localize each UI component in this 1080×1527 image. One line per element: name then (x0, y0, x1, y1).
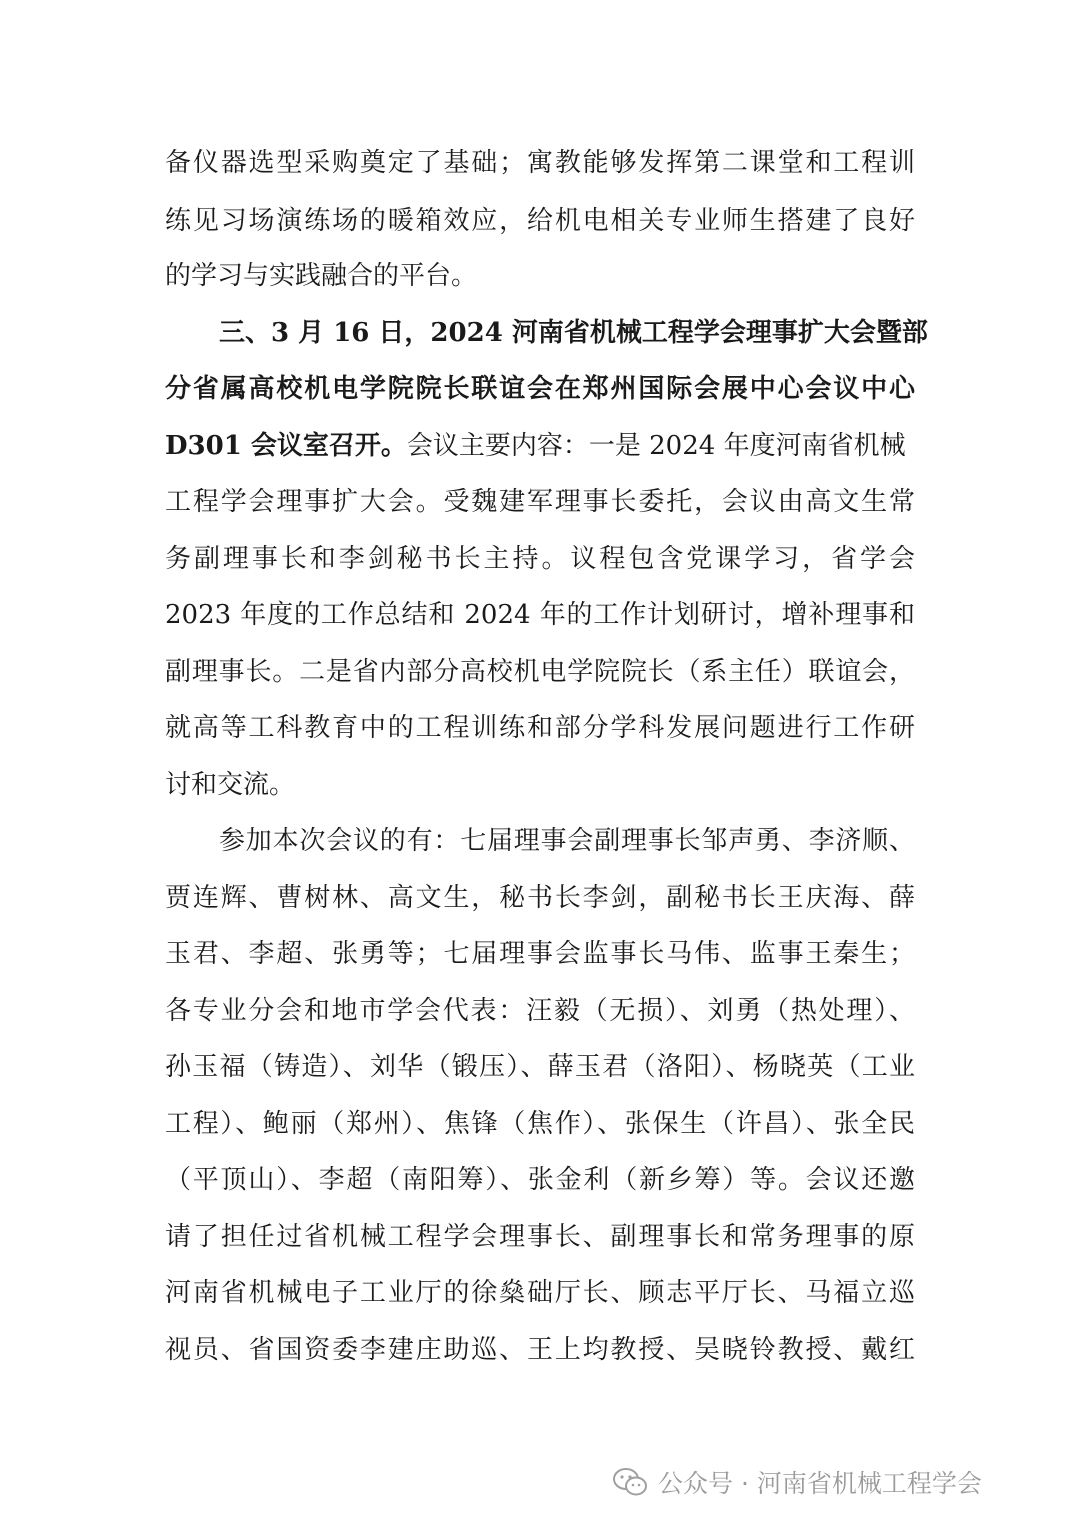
watermark-text: 公众号 · 河南省机械工程学会 (658, 1469, 982, 1498)
section-heading-line: 三、3 月 16 日，2024 河南省机械工程学会理事扩大会暨部 (219, 318, 928, 348)
text-line: 副理事长。二是省内部分高校机电学院院长（系主任）联谊会， (165, 657, 915, 687)
text-line: （平顶山）、李超（南阳筹）、张金利（新乡筹）等。会议还邀 (165, 1165, 915, 1195)
text-line: 的学习与实践融合的平台。 (165, 261, 478, 291)
text-line: 工程）、鲍丽（郑州）、焦锋（焦作）、张保生（许昌）、张全民 (165, 1109, 915, 1139)
text-line: 孙玉福（铸造）、刘华（锻压）、薛玉君（洛阳）、杨晓英（工业 (165, 1052, 915, 1082)
text-line: 工程学会理事扩大会。受魏建军理事长委托，会议由高文生常 (165, 487, 915, 517)
text-line: 请了担任过省机械工程学会理事长、副理事长和常务理事的原 (165, 1222, 915, 1252)
text-line: 备仪器选型采购奠定了基础；寓教能够发挥第二课堂和工程训 (165, 148, 915, 178)
wechat-icon (612, 1466, 648, 1498)
text-line: 河南省机械电子工业厅的徐燊础厅长、顾志平厅长、马福立巡 (165, 1278, 915, 1308)
text-line: 务副理事长和李剑秘书长主持。议程包含党课学习，省学会 (165, 544, 915, 574)
section-heading-tail: D301 会议室召开。 (165, 431, 407, 461)
watermark (612, 1462, 982, 1502)
text-line (165, 429, 915, 463)
text-line: 讨和交流。 (165, 770, 296, 800)
text-line: 参加本次会议的有：七届理事会副理事长邹声勇、李济顺、 (219, 826, 915, 856)
section-heading-line: 分省属高校机电学院院长联谊会在郑州国际会展中心会议中心 (165, 374, 915, 404)
text-line: 贾连辉、曹树林、高文生，秘书长李剑，副秘书长王庆海、薛 (165, 883, 915, 913)
text-line: 练见习场演练场的暖箱效应，给机电相关专业师生搭建了良好 (165, 206, 915, 236)
text-line: 各专业分会和地市学会代表：汪毅（无损）、刘勇（热处理）、 (165, 996, 915, 1026)
text-segment: 会议主要内容：一是 2024 年度河南省机械 (406, 431, 906, 461)
text-line: 玉君、李超、张勇等；七届理事会监事长马伟、监事王秦生； (165, 939, 915, 969)
text-line: 就高等工科教育中的工程训练和部分学科发展问题进行工作研 (165, 713, 915, 743)
text-line: 视员、省国资委李建庄助巡、王上均教授、吴晓铃教授、戴红 (165, 1335, 915, 1365)
text-line: 2023 年度的工作总结和 2024 年的工作计划研讨，增补理事和 (165, 600, 915, 630)
